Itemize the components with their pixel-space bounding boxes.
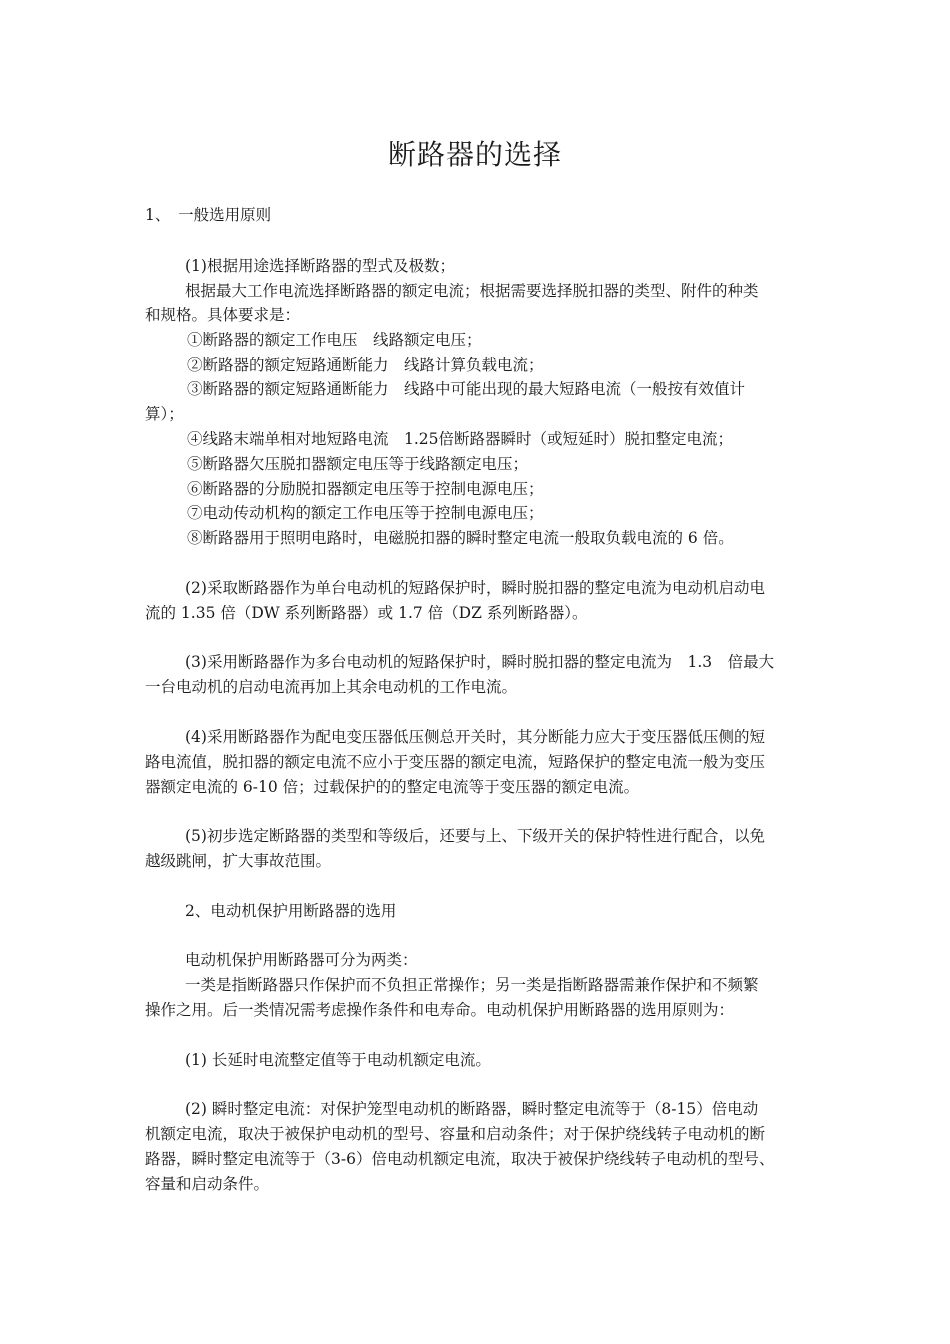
section-2-point-2-line-4: 容量和启动条件。 bbox=[145, 1175, 270, 1193]
section-1-heading: 1、 一般选用原则 bbox=[145, 206, 272, 224]
requirement-item-6: ⑥断路器的分励脱扣器额定电压等于控制电源电压； bbox=[187, 480, 544, 498]
section-2-point-1: (1) 长延时电流整定值等于电动机额定电流。 bbox=[185, 1051, 491, 1069]
paragraph-5-line-1: (5)初步选定断路器的类型和等级后，还要与上、下级开关的保护特性进行配合，以免 bbox=[185, 827, 765, 845]
paragraph-1-requirement-line-2: 和规格。具体要求是： bbox=[145, 306, 301, 324]
requirement-item-8: ⑧断路器用于照明电路时，电磁脱扣器的瞬时整定电流一般取负载电流的 6 倍。 bbox=[187, 529, 734, 547]
paragraph-3-line-1: (3)采用断路器作为多台电动机的短路保护时，瞬时脱扣器的整定电流为 1.3 倍最大 bbox=[185, 653, 775, 671]
requirement-item-1: ①断路器的额定工作电压 线路额定电压； bbox=[187, 331, 482, 349]
paragraph-5-line-2: 越级跳闸，扩大事故范围。 bbox=[145, 852, 332, 870]
document-title: 断路器的选择 bbox=[387, 138, 562, 171]
requirement-item-5: ⑤断路器欠压脱扣器额定电压等于线路额定电压； bbox=[187, 455, 529, 473]
section-2-description-line-1: 一类是指断路器只作保护而不负担正常操作；另一类是指断路器需兼作保护和不频繁 bbox=[185, 976, 759, 994]
paragraph-4-line-1: (4)采用断路器作为配电变压器低压侧总开关时，其分断能力应大于变压器低压侧的短 bbox=[185, 728, 765, 746]
paragraph-2-line-2: 流的 1.35 倍（DW 系列断路器）或 1.7 倍（DZ 系列断路器）。 bbox=[145, 604, 588, 622]
requirement-item-7: ⑦电动传动机构的额定工作电压等于控制电源电压； bbox=[187, 504, 544, 522]
section-2-heading: 2、电动机保护用断路器的选用 bbox=[185, 902, 397, 920]
requirement-item-4: ④线路末端单相对地短路电流 1.25倍断路器瞬时（或短延时）脱扣整定电流； bbox=[187, 430, 734, 448]
paragraph-1-intro: (1)根据用途选择断路器的型式及极数； bbox=[185, 257, 455, 275]
section-2-point-2-line-1: (2) 瞬时整定电流：对保护笼型电动机的断路器，瞬时整定电流等于（8-15）倍电动 bbox=[185, 1100, 759, 1118]
paragraph-4-line-3: 器额定电流的 6-10 倍；过载保护的的整定电流等于变压器的额定电流。 bbox=[145, 778, 640, 796]
section-2-point-2-line-2: 机额定电流，取决于被保护电动机的型号、容量和启动条件；对于保护绕线转子电动机的断 bbox=[145, 1125, 766, 1143]
requirement-item-3-continued: 算）； bbox=[145, 405, 184, 423]
requirement-item-3: ③断路器的额定短路通断能力 线路中可能出现的最大短路电流（一般按有效值计 bbox=[187, 380, 746, 398]
requirement-item-2: ②断路器的额定短路通断能力 线路计算负载电流； bbox=[187, 356, 544, 374]
paragraph-3-line-2: 一台电动机的启动电流再加上其余电动机的工作电流。 bbox=[145, 678, 518, 696]
paragraph-1-requirement-line-1: 根据最大工作电流选择断路器的额定电流；根据需要选择脱扣器的类型、附件的种类 bbox=[185, 282, 759, 300]
paragraph-2-line-1: (2)采取断路器作为单台电动机的短路保护时，瞬时脱扣器的整定电流为电动机启动电 bbox=[185, 579, 765, 597]
section-2-point-2-line-3: 路器，瞬时整定电流等于（3-6）倍电动机额定电流，取决于被保护绕线转子电动机的型号、 bbox=[145, 1150, 775, 1168]
paragraph-4-line-2: 路电流值，脱扣器的额定电流不应小于变压器的额定电流，短路保护的整定电流一般为变压 bbox=[145, 753, 766, 771]
section-2-intro: 电动机保护用断路器可分为两类： bbox=[185, 951, 418, 969]
section-2-description-line-2: 操作之用。后一类情况需考虑操作条件和电寿命。电动机保护用断路器的选用原则为： bbox=[145, 1001, 735, 1019]
